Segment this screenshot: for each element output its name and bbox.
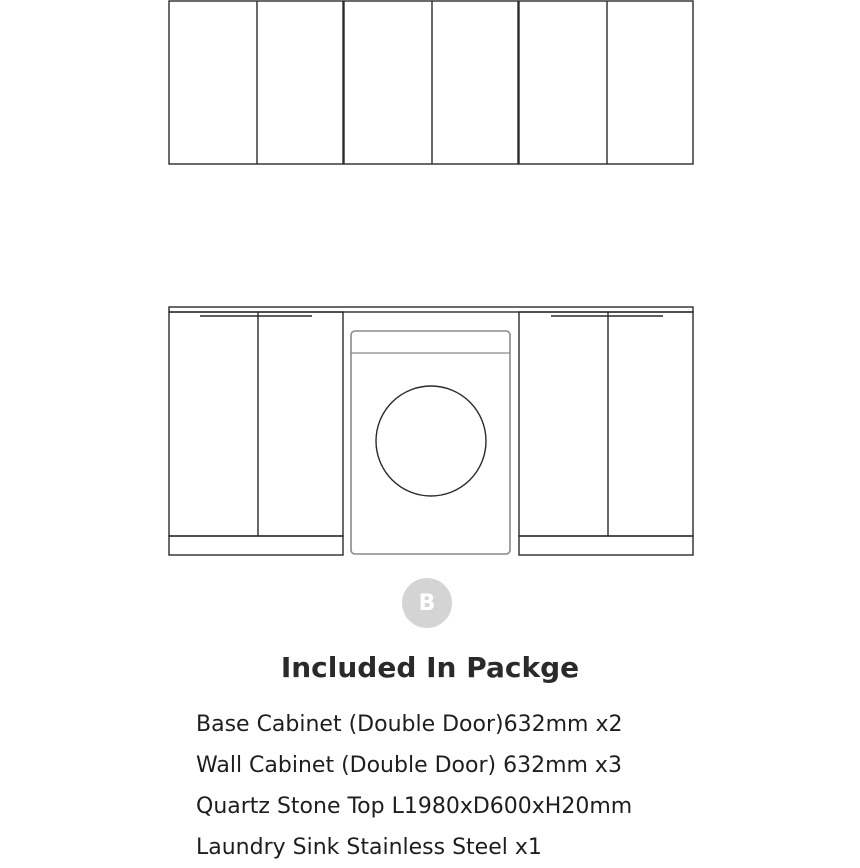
base-cabinet-right — [519, 312, 693, 555]
washer-door — [376, 386, 486, 496]
package-item: Quartz Stone Top L1980xD600xH20mm — [196, 794, 633, 819]
option-badge-label: B — [418, 590, 436, 616]
cabinet-plinth — [519, 536, 693, 555]
package-title: Included In Packge — [280, 651, 580, 684]
wall-cabinet-1 — [169, 1, 343, 164]
cabinet-plinth — [169, 536, 343, 555]
wall-cabinet-2 — [344, 1, 518, 164]
package-items-list — [196, 704, 632, 868]
package-item: Base Cabinet (Double Door)632mm x2 — [196, 712, 623, 737]
wall-cabinet-3 — [519, 1, 693, 164]
quartz-stone-top — [169, 307, 693, 312]
package-item: Wall Cabinet (Double Door) 632mm x3 — [196, 753, 622, 778]
base-cabinet-left — [169, 312, 343, 555]
option-badge — [402, 578, 452, 628]
package-item: Laundry Sink Stainless Steel x1 — [196, 835, 542, 860]
washing-machine — [351, 331, 510, 554]
